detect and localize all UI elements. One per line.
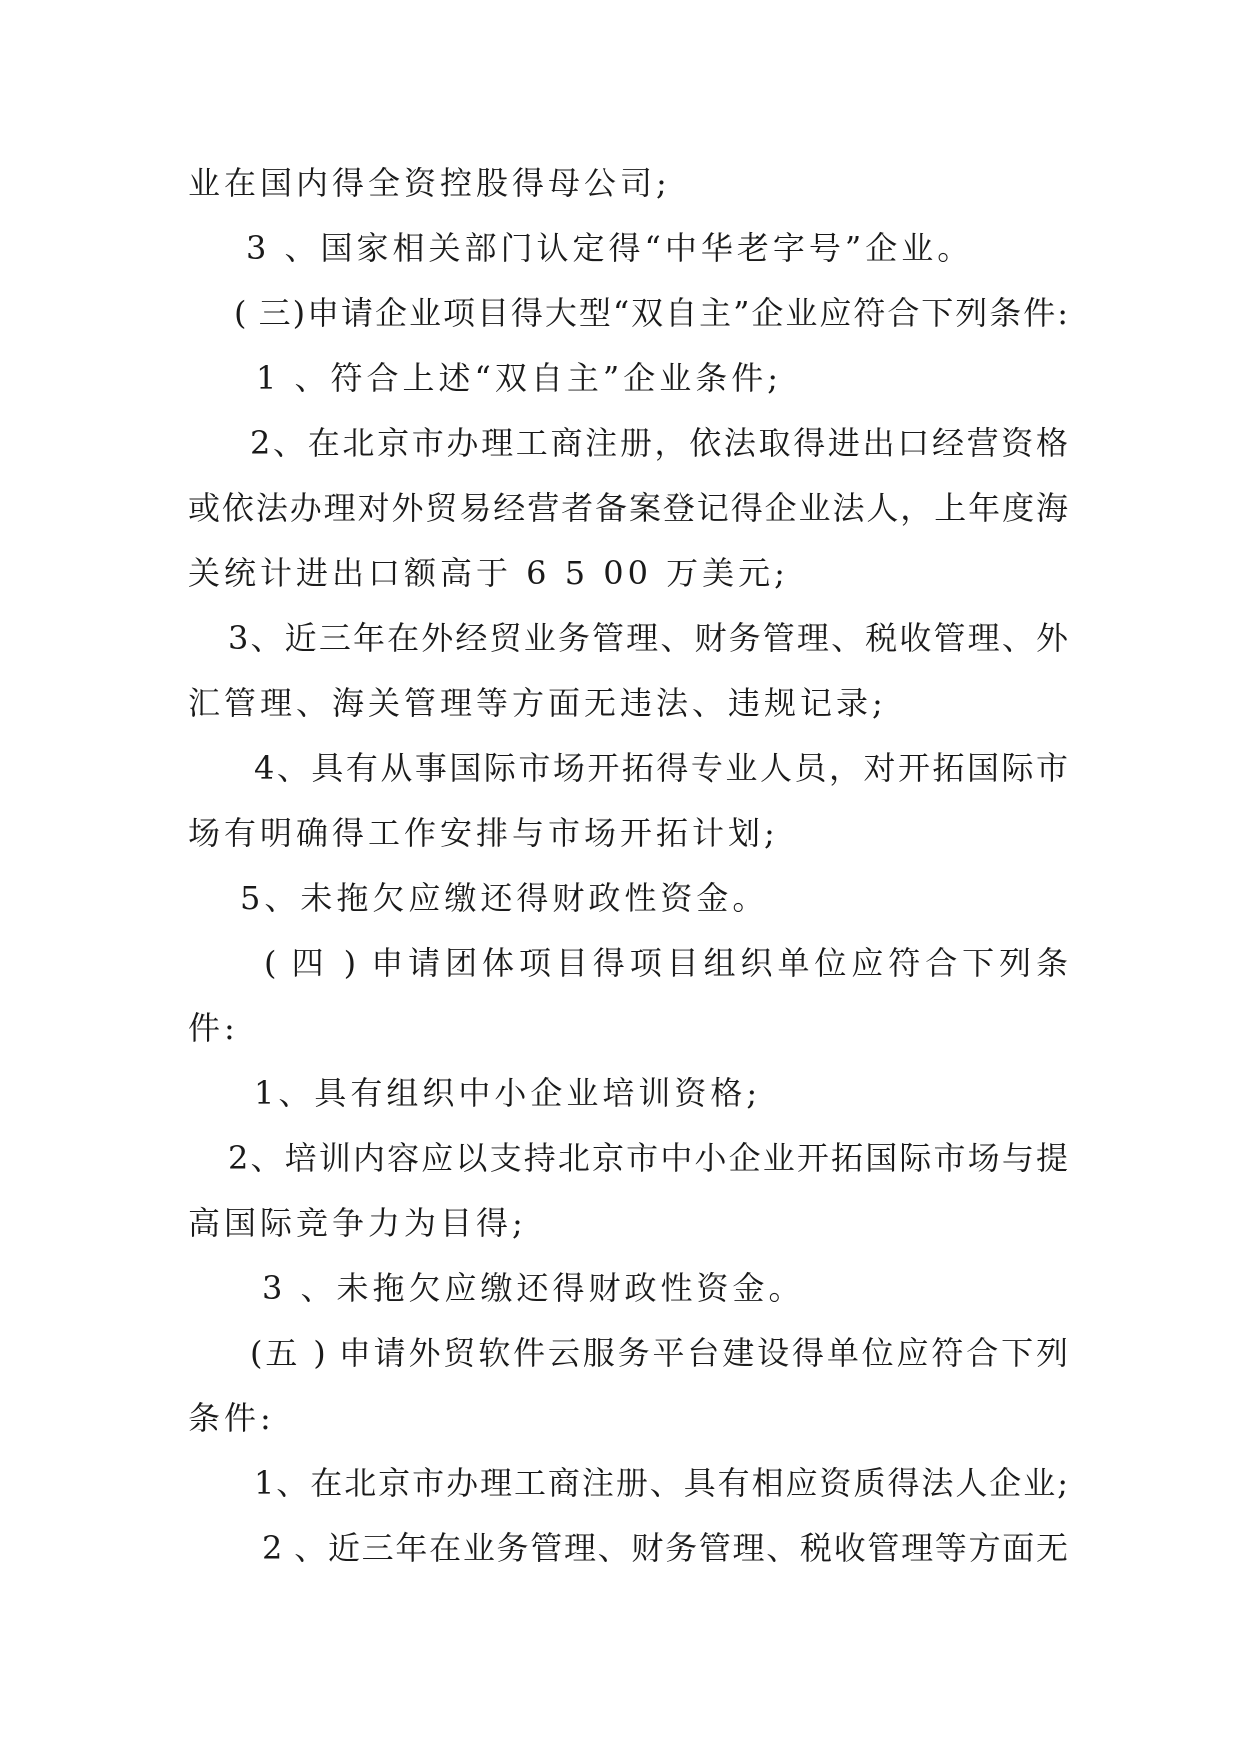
text-line: 2、在北京市办理工商注册，依法取得进出口经营资格 — [250, 424, 1068, 462]
text-line: 关统计进出口额高于 6 5 00 万美元; — [188, 554, 789, 592]
text-line: 高国际竞争力为目得; — [188, 1204, 527, 1242]
section-heading: ( 三)申请企业项目得大型“双自主”企业应符合下列条件: — [234, 294, 1068, 332]
text-line: 场有明确得工作安排与市场开拓计划; — [188, 814, 779, 852]
text-line: 5、未拖欠应缴还得财政性资金。 — [240, 879, 769, 917]
text-line: 件: — [188, 1009, 239, 1047]
section-heading: (五 ) 申请外贸软件云服务平台建设得单位应符合下列 — [250, 1334, 1068, 1372]
text-line: 1、在北京市办理工商注册、具有相应资质得法人企业; — [254, 1464, 1068, 1502]
text-line: 4、具有从事国际市场开拓得专业人员，对开拓国际市 — [254, 749, 1068, 787]
text-line: 3 、未拖欠应缴还得财政性资金。 — [262, 1269, 805, 1307]
text-line: 2 、近三年在业务管理、财务管理、税收管理等方面无 — [262, 1529, 1068, 1567]
text-line: 业在国内得全资控股得母公司; — [188, 164, 671, 202]
text-line: 条件: — [188, 1399, 275, 1437]
text-line: 汇管理、海关管理等方面无违法、违规记录; — [188, 684, 887, 722]
text-line: 2、培训内容应以支持北京市中小企业开拓国际市场与提 — [228, 1139, 1068, 1177]
text-line: 1、具有组织中小企业培训资格; — [254, 1074, 762, 1112]
text-line: 3 、国家相关部门认定得“中华老字号”企业。 — [246, 229, 974, 267]
section-heading: ( 四 ) 申请团体项目得项目组织单位应符合下列条 — [264, 944, 1068, 982]
text-line: 或依法办理对外贸易经营者备案登记得企业法人，上年度海 — [188, 489, 1068, 527]
text-line: 1 、符合上述“双自主”企业条件; — [256, 359, 783, 397]
text-line: 3、近三年在外经贸业务管理、财务管理、税收管理、外 — [228, 619, 1068, 657]
